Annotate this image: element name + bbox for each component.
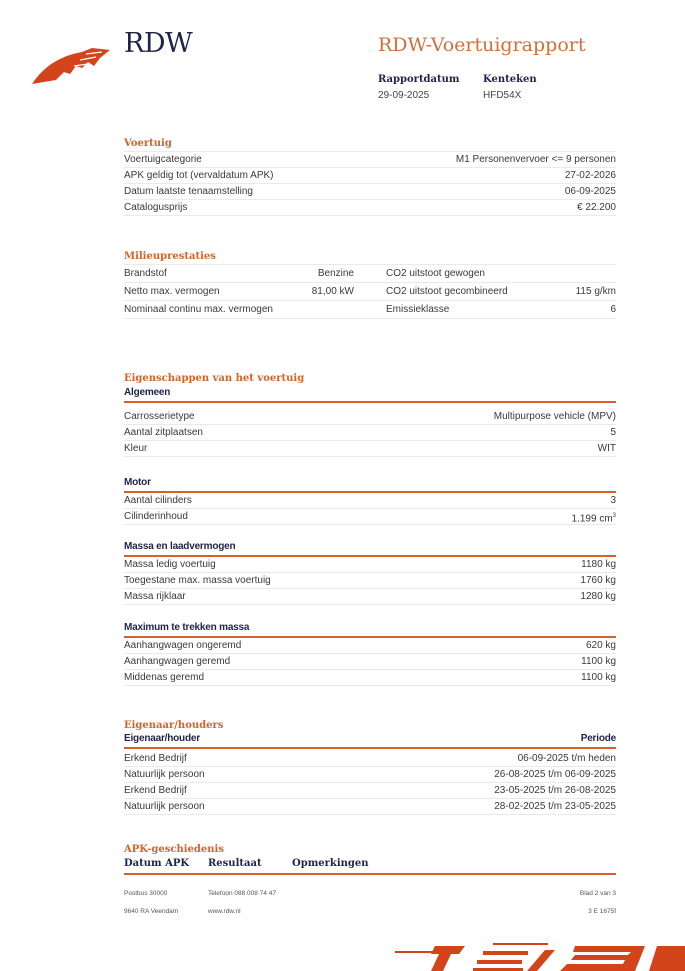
row-value <box>581 654 616 669</box>
row-value <box>610 493 616 508</box>
row-value-text: 1280 kg <box>580 591 616 602</box>
cell-value: Benzine <box>317 268 354 279</box>
section-apk <box>124 843 616 875</box>
row-value <box>456 152 616 167</box>
row-label: Cilinderinhoud <box>124 511 188 522</box>
row-label: Aantal zitplaatsen <box>124 427 203 438</box>
row-value <box>610 425 616 440</box>
row-value <box>581 557 616 572</box>
footer-page: Blad 2 van 3 <box>579 890 616 897</box>
section-heading: Voertuig <box>124 138 172 149</box>
row-value <box>581 670 616 685</box>
section-heading: Eigenschappen van het voertuig <box>124 373 305 384</box>
rapportdatum-value: 29-09-2025 <box>378 90 430 101</box>
row-label: Natuurlijk persoon <box>124 769 205 780</box>
row-value-text: 23-05-2025 t/m 26-08-2025 <box>494 785 616 796</box>
row-value <box>565 184 616 199</box>
row-value <box>586 638 616 653</box>
col-periode: Periode <box>580 733 616 744</box>
cell-label2: CO2 uitstoot gewogen <box>386 268 485 279</box>
property-group <box>124 387 616 457</box>
row-label: Carrosserietype <box>124 411 195 422</box>
cell-value <box>304 301 354 318</box>
row-label: Erkend Bedrijf <box>124 753 187 764</box>
row-label: Middenas geremd <box>124 672 205 683</box>
table-row <box>124 670 616 686</box>
row-value <box>494 409 616 424</box>
property-group <box>124 541 616 605</box>
cell-label: Brandstof <box>124 268 167 279</box>
row-label: Catalogusprijs <box>124 202 188 213</box>
table-row <box>124 654 616 670</box>
section-heading: APK-geschiedenis <box>124 844 224 855</box>
row-value <box>494 767 616 782</box>
col-datum-apk: Datum APK <box>124 858 190 869</box>
row-value <box>565 168 616 183</box>
row-value-text: 1.199 cm <box>571 513 613 525</box>
row-value-text: 06-09-2025 <box>564 186 616 197</box>
footer-website[interactable]: www.rdw.nl <box>208 908 241 915</box>
row-value-text: 06-09-2025 t/m heden <box>517 753 616 764</box>
group-heading: Massa en laadvermogen <box>124 541 616 557</box>
cell-value2: 115 g/km <box>575 286 616 297</box>
footer-phone: Telefoon 088 008 74 47 <box>208 890 276 897</box>
table-row <box>124 557 616 573</box>
property-group <box>124 477 616 525</box>
table-row <box>124 151 616 168</box>
row-value-text: 1760 kg <box>580 575 616 586</box>
cell-value2 <box>558 265 616 282</box>
apk-header <box>124 857 616 875</box>
cell-label2: CO2 uitstoot gecombineerd <box>386 286 508 297</box>
row-value-text: 26-08-2025 t/m 06-09-2025 <box>494 769 616 780</box>
col-eigenaar: Eigenaar/houder <box>124 733 200 744</box>
row-label: Toegestane max. massa voertuig <box>124 575 271 586</box>
row-value <box>598 441 616 456</box>
row-value-text: 3 <box>610 495 616 506</box>
table-row <box>124 301 616 319</box>
rapportdatum-label: Rapportdatum <box>378 74 460 85</box>
group-heading: Maximum te trekken massa <box>124 622 616 638</box>
row-label: Massa ledig voertuig <box>124 559 216 570</box>
cell-label: Netto max. vermogen <box>124 286 220 297</box>
table-row <box>124 493 616 509</box>
cell-value2: 6 <box>610 304 616 315</box>
row-value <box>580 589 616 604</box>
row-label: Aanhangwagen ongeremd <box>124 640 242 651</box>
row-value-text: WIT <box>597 443 616 454</box>
table-row <box>124 168 616 184</box>
table-row <box>124 409 616 425</box>
table-row <box>124 589 616 605</box>
row-value-text: Multipurpose vehicle (MPV) <box>493 411 616 422</box>
row-value-text: 620 kg <box>585 640 616 651</box>
row-value-text: 27-02-2026 <box>564 170 616 181</box>
table-row <box>124 184 616 200</box>
table-row <box>124 441 616 457</box>
row-label: Natuurlijk persoon <box>124 801 205 812</box>
row-value-sup: 3 <box>612 513 616 519</box>
table-row <box>124 200 616 216</box>
col-resultaat: Resultaat <box>208 858 262 869</box>
footer-address1: Postbus 30000 <box>124 890 168 897</box>
rdw-stripes-logo-icon <box>395 940 685 971</box>
section-voertuig <box>124 137 616 216</box>
row-label: Massa rijklaar <box>124 591 186 602</box>
row-value <box>494 783 616 798</box>
row-value-text: 1180 kg <box>581 559 616 570</box>
section-heading: Eigenaar/houders <box>124 720 224 731</box>
cell-label: Nominaal continu max. vermogen <box>124 304 273 315</box>
row-value <box>580 573 616 588</box>
table-row <box>124 799 616 815</box>
eigenaar-header <box>124 733 616 749</box>
row-label: Aanhangwagen geremd <box>124 656 231 667</box>
table-row <box>124 283 616 301</box>
cell-label2: Emissieklasse <box>386 304 450 315</box>
row-value-text: 1100 kg <box>581 672 616 683</box>
section-eigenaar <box>124 719 616 815</box>
table-row <box>124 264 616 283</box>
row-label: Aantal cilinders <box>124 495 192 506</box>
row-label: APK geldig tot (vervaldatum APK) <box>124 170 274 181</box>
row-value-text: € 22.200 <box>577 202 616 213</box>
row-value-text: 5 <box>610 427 616 438</box>
row-value-text: 1100 kg <box>581 656 616 667</box>
brand-name: RDW <box>124 28 193 59</box>
row-value <box>572 509 616 524</box>
row-value <box>518 751 616 766</box>
table-row <box>124 573 616 589</box>
rdw-logo-icon <box>30 44 112 86</box>
table-row <box>124 751 616 767</box>
section-eigenschappen <box>124 372 616 386</box>
kenteken-label: Kenteken <box>483 74 537 85</box>
row-value-text: 28-02-2025 t/m 23-05-2025 <box>494 801 616 812</box>
row-label: Voertuigcategorie <box>124 154 202 165</box>
group-heading: Motor <box>124 477 616 493</box>
cell-value: 81,00 kW <box>311 286 354 297</box>
row-value-text: M1 Personenvervoer <= 9 personen <box>455 154 616 165</box>
table-row <box>124 638 616 654</box>
footer-code: 3 E 1675f <box>588 908 616 915</box>
row-label: Datum laatste tenaamstelling <box>124 186 253 197</box>
report-title: RDW-Voertuigrapport <box>378 34 586 56</box>
row-label: Erkend Bedrijf <box>124 785 187 796</box>
section-heading: Milieuprestaties <box>124 251 216 262</box>
group-heading: Algemeen <box>124 387 616 403</box>
col-opmerkingen: Opmerkingen <box>292 858 369 869</box>
property-group <box>124 622 616 686</box>
row-value <box>494 799 616 814</box>
row-value <box>577 200 616 215</box>
table-row <box>124 509 616 525</box>
row-label: Kleur <box>124 443 148 454</box>
footer-address2: 9640 RA Veendam <box>124 908 179 915</box>
section-milieuprestaties <box>124 250 616 319</box>
table-row <box>124 425 616 441</box>
table-row <box>124 767 616 783</box>
table-row <box>124 783 616 799</box>
kenteken-value: HFD54X <box>483 90 522 101</box>
